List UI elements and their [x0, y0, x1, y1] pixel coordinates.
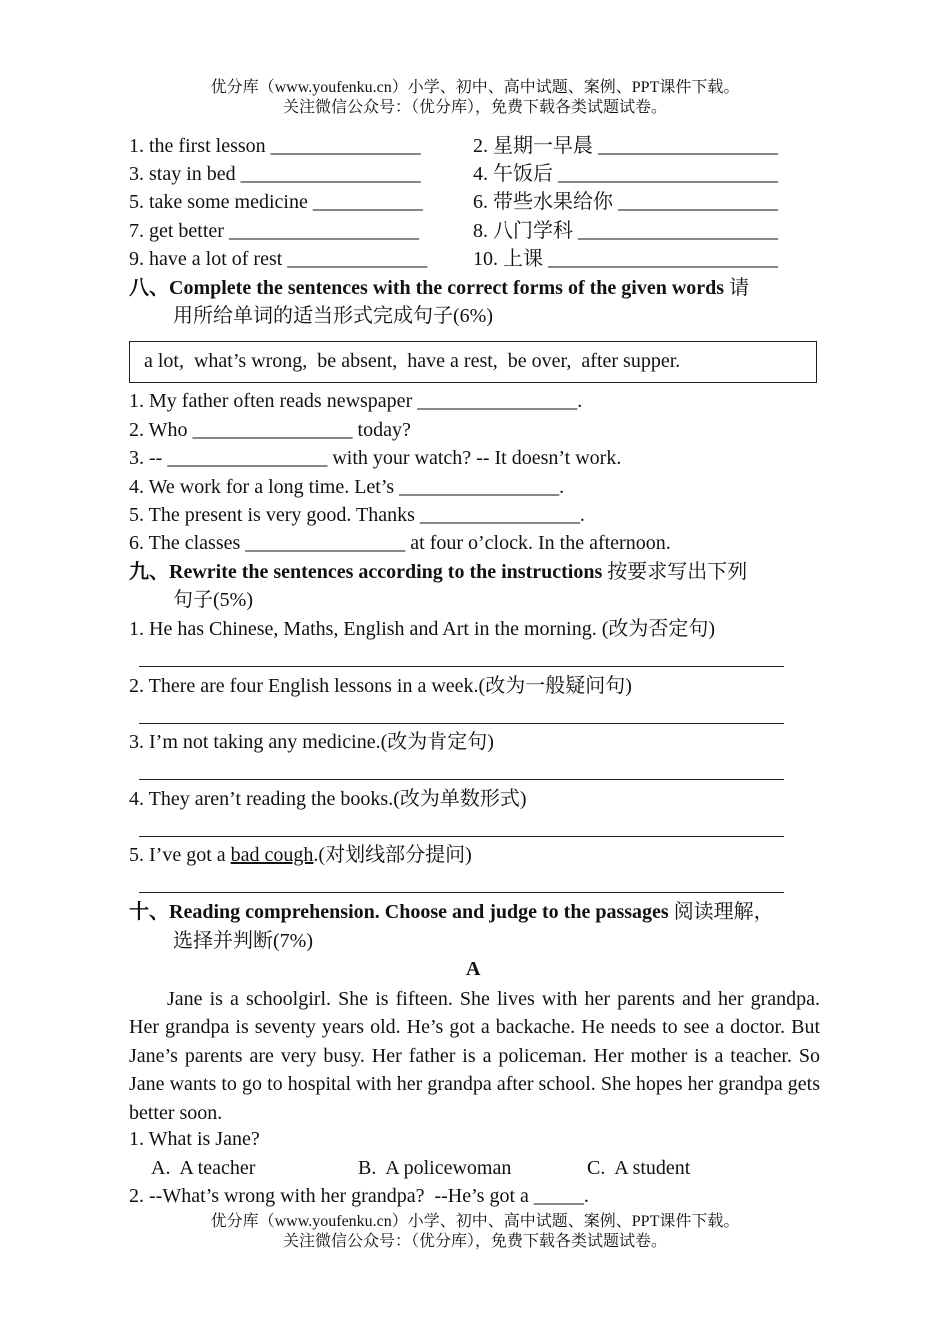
footer-line-1: 优分库（www.youfenku.cn）小学、初中、高中试题、案例、PPT课件下载。: [210, 1213, 740, 1230]
section-10-title: Reading comprehension. Choose and judge to the passages: [169, 901, 669, 923]
section-8-item: 1. My father often reads newspaper ________________.: [129, 390, 583, 412]
answer-line: [139, 836, 784, 837]
section-9-item: 3. I’m not taking any medicine.(改为肯定句): [129, 731, 494, 753]
header-line-2: 关注微信公众号：（优分库），免费下载各类试题试卷。: [282, 99, 667, 116]
passage-label: A: [466, 958, 481, 980]
section-10-cn-1: 阅读理解，: [668, 901, 774, 923]
section-9-item: 2. There are four English lessons in a week.(改为一般疑问句): [129, 675, 632, 697]
section-8-title: Complete the sentences with the correct forms of the given words: [169, 277, 725, 299]
section-10-cn-2: 选择并判断(7%): [173, 930, 313, 952]
vocab-item: 5. take some medicine ___________: [129, 191, 423, 213]
vocab-item: 3. stay in bed __________________: [129, 163, 421, 185]
item-5-prefix: 5. I’ve got a: [129, 844, 231, 866]
section-10-number: 十、: [129, 901, 169, 923]
question-1: 1. What is Jane?: [129, 1128, 260, 1150]
answer-line: [139, 723, 784, 724]
section-9-title: Rewrite the sentences according to the instructions: [169, 561, 603, 583]
section-8-number: 八、: [129, 277, 169, 299]
vocab-item: 4. 午饭后 ______________________: [473, 163, 778, 185]
section-8-item: 3. -- ________________ with your watch? -- It doesn’t work.: [129, 447, 622, 469]
section-8-item: 5. The present is very good. Thanks ________________.: [129, 504, 585, 526]
answer-line: [139, 892, 784, 893]
section-8-item: 4. We work for a long time. Let’s ________________.: [129, 476, 565, 498]
section-9-heading: [129, 560, 747, 584]
section-8-item: 6. The classes ________________ at four o’clock. In the afternoon.: [129, 532, 671, 554]
option-c: C. A student: [587, 1157, 691, 1179]
answer-line: [139, 779, 784, 780]
section-9-cn-2: 句子(5%): [173, 589, 253, 611]
section-10-heading: [129, 900, 774, 924]
answer-line: [139, 666, 784, 667]
question-2: 2. --What’s wrong with her grandpa? --He’s got a _____.: [129, 1185, 589, 1207]
section-9-item: 4. They aren’t reading the books.(改为单数形式): [129, 788, 527, 810]
vocab-item: 10. 上课 _______________________: [473, 248, 778, 270]
section-8-item: 2. Who ________________ today?: [129, 419, 411, 441]
option-a: A. A teacher: [151, 1157, 256, 1179]
item-5-suffix: .(对划线部分提问): [313, 844, 472, 866]
section-9-item-5: [129, 843, 472, 867]
word-bank-box: [129, 341, 817, 383]
header-line-1: 优分库（www.youfenku.cn）小学、初中、高中试题、案例、PPT课件下载。: [210, 79, 740, 96]
section-8-heading: [129, 276, 749, 300]
vocab-item: 2. 星期一早晨 __________________: [473, 135, 778, 157]
section-8-cn-1: 请: [724, 277, 750, 299]
vocab-item: 9. have a lot of rest ______________: [129, 248, 428, 270]
section-9-cn-1: 按要求写出下列: [602, 561, 748, 583]
passage-text: Jane is a schoolgirl. She is fifteen. She lives with her parents and her grandpa. Her grandpa is seventy years old. He’s got a backache. He needs to see a doctor. But Jane’s parents are very busy. Her father is a policeman. Her mother is a teacher. So Jane wants to go to hospital with her grandpa after school. She hopes her grandpa gets better soon.: [129, 988, 820, 1124]
section-9-number: 九、: [129, 561, 169, 583]
footer-line-2: 关注微信公众号：（优分库），免费下载各类试题试卷。: [282, 1233, 667, 1250]
vocab-item: 8. 八门学科 ____________________: [473, 220, 778, 242]
word-bank-text: a lot, what’s wrong, be absent, have a rest, be over, after supper.: [144, 350, 681, 372]
section-9-item: 1. He has Chinese, Maths, English and Art in the morning. (改为否定句): [129, 618, 716, 640]
vocab-item: 6. 带些水果给你 ________________: [473, 191, 778, 213]
option-b: B. A policewoman: [358, 1157, 512, 1179]
vocab-item: 1. the first lesson _______________: [129, 135, 421, 157]
item-5-underlined: bad cough: [230, 844, 314, 866]
vocab-item: 7. get better ___________________: [129, 220, 419, 242]
section-8-cn-2: 用所给单词的适当形式完成句子(6%): [173, 305, 493, 327]
